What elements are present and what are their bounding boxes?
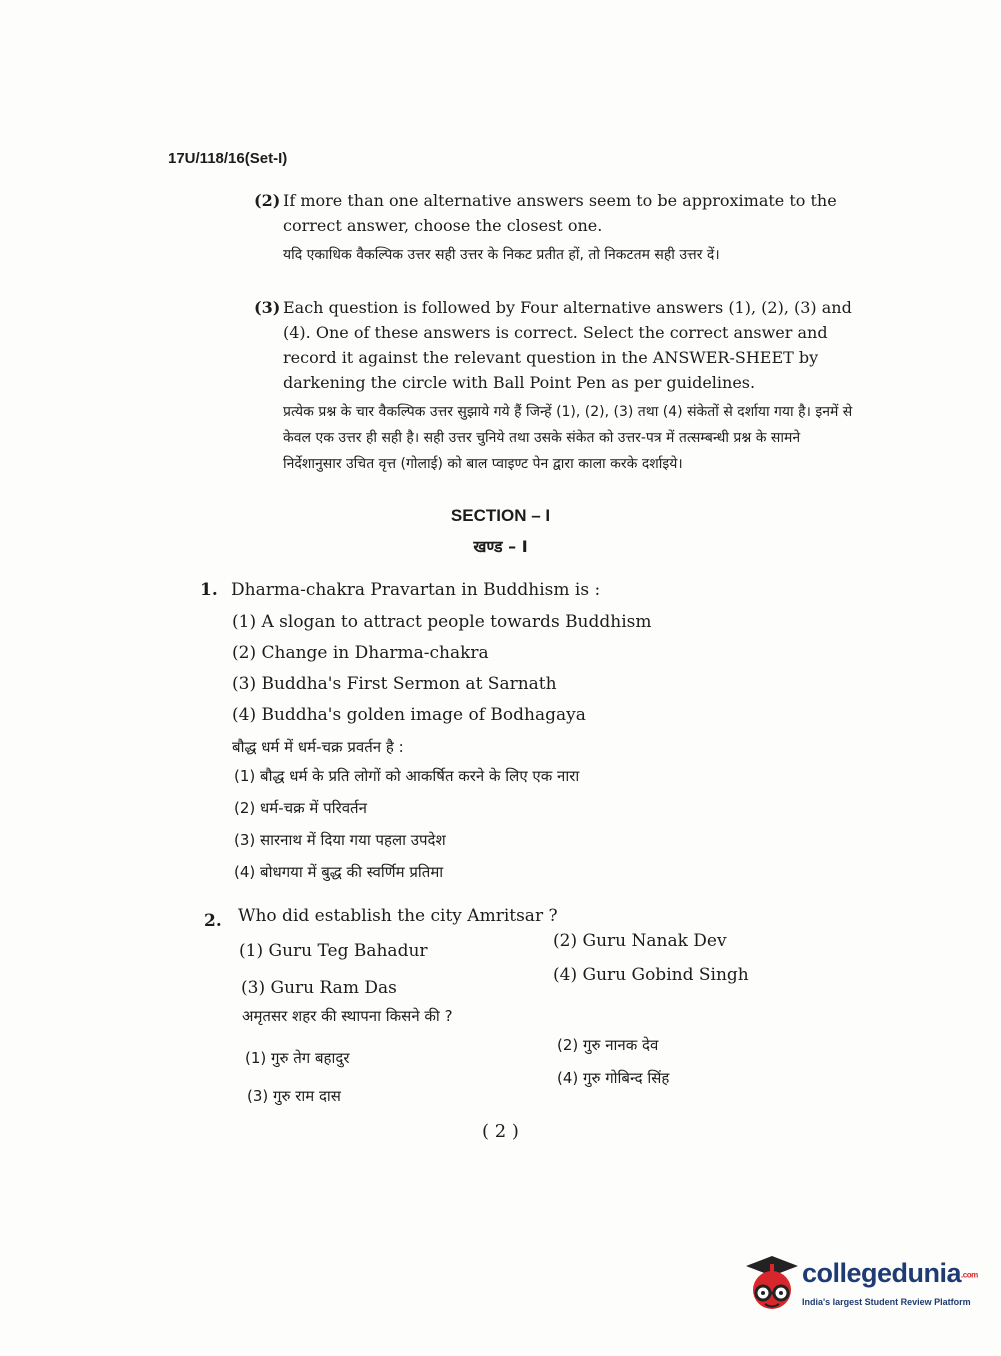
mascot-icon xyxy=(742,1252,802,1316)
option-en: (2) Guru Nanak Dev xyxy=(553,931,727,951)
option-hi: (3) सारनाथ में दिया गया पहला उपदेश xyxy=(234,831,446,849)
question-number: 2. xyxy=(204,911,222,931)
collegedunia-logo xyxy=(742,1252,978,1316)
question-text-en: Dharma-chakra Pravartan in Buddhism is : xyxy=(231,580,601,600)
instruction-item xyxy=(254,295,854,477)
section-title-hi: खण्ड – I xyxy=(473,537,528,556)
option-en: (2) Change in Dharma-chakra xyxy=(232,643,489,663)
option-hi: (4) गुरु गोबिन्द सिंह xyxy=(557,1069,670,1087)
brand-tagline: India's largest Student Review Platform xyxy=(802,1297,971,1307)
option-en: (4) Guru Gobind Singh xyxy=(553,965,749,985)
page-number: ( 2 ) xyxy=(482,1121,519,1142)
question-text-hi: बौद्ध धर्म में धर्म-चक्र प्रवर्तन है : xyxy=(232,738,404,756)
instruction-text-hi: यदि एकाधिक वैकल्पिक उत्तर सही उत्तर के निकट प्रतीत हों, तो निकटतम सही उत्तर दें। xyxy=(283,247,720,263)
question-number: 1. xyxy=(200,580,218,600)
option-en: (4) Buddha's golden image of Bodhagaya xyxy=(232,705,586,725)
instruction-number: (3) xyxy=(254,298,281,317)
option-en: (1) Guru Teg Bahadur xyxy=(239,941,428,961)
section-title-en: SECTION – I xyxy=(450,506,551,525)
option-hi: (1) बौद्ध धर्म के प्रति लोगों को आकर्षित करने के लिए एक नारा xyxy=(234,767,580,785)
instruction-text-hi: प्रत्येक प्रश्न के चार वैकल्पिक उत्तर सुझाये गये हैं जिन्हें (1), (2), (3) तथा (4) संकेतों से दर्शाया गया है। इनमें से केवल एक उत्तर ही सही है। सही उत्तर चुनिये तथा उसके संकेत को उत्तर-पत्र में तत्सम्बन्धी प्रश्न के सामने निर्देशानुसार उचित वृत्त (गोलाई) को बाल प्वाइण्ट पेन द्वारा काला करके दर्शाइये। xyxy=(283,404,853,472)
option-hi: (1) गुरु तेग बहादुर xyxy=(245,1049,350,1067)
instruction-item xyxy=(254,188,854,268)
option-hi: (3) गुरु राम दास xyxy=(247,1087,341,1105)
paper-code: 17U/118/16(Set-I) xyxy=(168,150,288,167)
option-hi: (2) गुरु नानक देव xyxy=(557,1036,659,1054)
instruction-text-en: If more than one alternative answers seem to be approximate to the correct answer, choose the closest one. xyxy=(283,191,837,235)
brand-name: collegedunia.com xyxy=(802,1258,978,1288)
instruction-number: (2) xyxy=(254,191,281,210)
question-text-en: Who did establish the city Amritsar ? xyxy=(238,906,558,926)
option-en: (3) Buddha's First Sermon at Sarnath xyxy=(232,674,557,694)
option-en: (3) Guru Ram Das xyxy=(241,978,397,998)
option-hi: (2) धर्म-चक्र में परिवर्तन xyxy=(234,799,367,817)
option-hi: (4) बोधगया में बुद्ध की स्वर्णिम प्रतिमा xyxy=(234,863,444,881)
instruction-text-en: Each question is followed by Four alternative answers (1), (2), (3) and (4). One of these answers is correct. Select the correct answer and record it against the relevant question in the ANSWER-SHEET by darkening the circle with Ball Point Pen as per guidelines. xyxy=(283,298,852,392)
option-en: (1) A slogan to attract people towards Buddhism xyxy=(232,612,652,632)
question-text-hi: अमृतसर शहर की स्थापना किसने की ? xyxy=(242,1007,453,1025)
